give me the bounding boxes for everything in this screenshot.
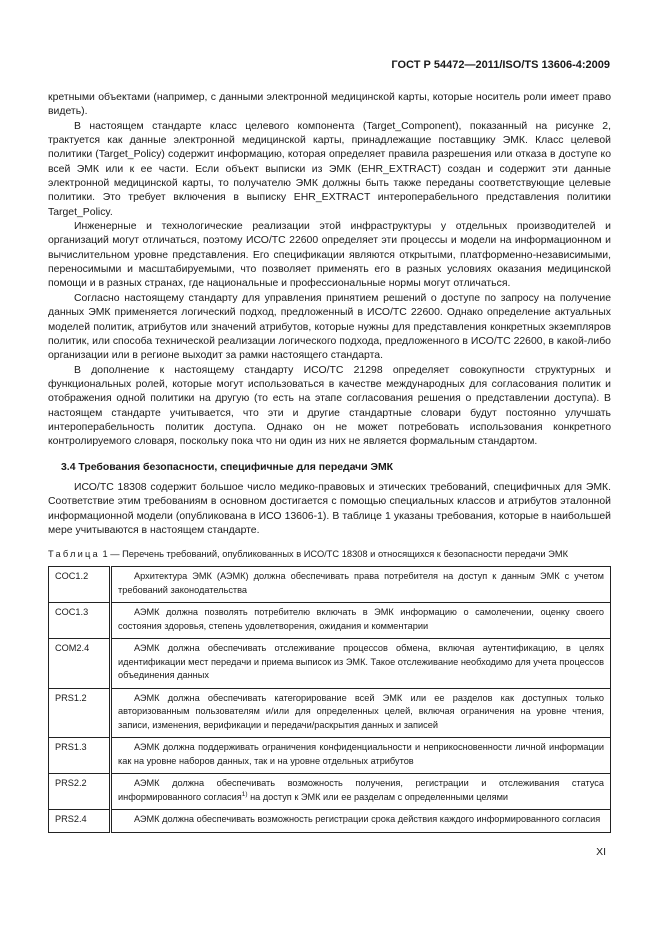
requirement-description	[111, 567, 611, 603]
footnote-ref: 1)	[241, 790, 248, 798]
table-row	[49, 738, 611, 774]
requirement-text: АЭМК должна обеспечивать возможность получения, регистрации и отслеживания статуса информированного согласия	[118, 778, 604, 802]
paragraph: В дополнение к настоящему стандарту ИСО/ТС 21298 определяет совокупности структурных и функциональных ролей, которые могут использоваться в качестве международных для согласования политик и отображения одной политики на другую (то есть на этапе согласования решения о представлении доступа). В настоящем стандарте учитывается, что эти и другие стандартные словари будут постоянно улучшать интероперабельность политик доступа. Однако он не может потребовать использования конкретного контролируемого словаря, поскольку пока что ни один из них не является формальным стандартом.	[48, 364, 611, 448]
requirement-text: АЭМК должна позволять потребителю включать в ЭМК информацию о самолечении, оценку своего состояния здоровья, степень удовлетворения, ожидания и комментарии	[118, 607, 604, 631]
requirement-description	[111, 738, 611, 774]
requirement-description	[111, 639, 611, 689]
table-caption-text: 1 — Перечень требований, опубликованных в ИСО/ТС 18308 и относящихся к безопасности передачи ЭМК	[99, 549, 569, 560]
requirement-description	[111, 603, 611, 639]
requirement-description	[111, 688, 611, 738]
table-row	[49, 774, 611, 810]
requirement-code: PRS2.2	[49, 774, 111, 810]
paragraph: ИСО/ТС 18308 содержит большое число медико-правовых и этических требований, специфичных для ЭМК. Соответствие этим требованиям в основном достигается с помощью специальных классов и атрибутов эталонной информационной модели (опубликована в ИСО 13606-1). В таблице 1 указаны требования, которые в наибольшей мере учитываются в настоящем стандарте.	[48, 481, 611, 536]
requirement-code: COC1.2	[49, 567, 111, 603]
paragraph: Инженерные и технологические реализации этой инфраструктуры у отдельных производителей и организаций могут отличаться, поэтому ИСО/ТС 22600 определяет эти процессы и модели на информационном и вычислительном уровне представления. Его спецификации являются открытыми, платформенно-независимыми, переносимыми и масштабируемыми, что позволяет применять его в разных условиях оказания медицинской помощи и в разных странах, где национальные и профессиональные нормы могут отличаться.	[48, 221, 611, 290]
table-row	[49, 639, 611, 689]
requirement-code: PRS1.2	[49, 688, 111, 738]
table-row	[49, 567, 611, 603]
requirement-code: COC1.3	[49, 603, 111, 639]
table-row	[49, 810, 611, 833]
requirement-description	[111, 810, 611, 833]
paragraph: кретными объектами (например, с данными электронной медицинской карты, которые носитель роли имеет право видеть).	[48, 92, 611, 118]
requirement-description	[111, 774, 611, 810]
requirement-text: АЭМК должна обеспечивать отслеживание процессов обмена, включая аутентификацию, в целях идентификации мест передачи и приема выписок из ЭМК. Такое отслеживание необходимо для учета процессов объединения данных	[118, 643, 604, 681]
requirement-code: COM2.4	[49, 639, 111, 689]
requirement-code: PRS1.3	[49, 738, 111, 774]
document-header: ГОСТ Р 54472—2011/ISO/TS 13606-4:2009	[391, 59, 610, 71]
paragraph: В настоящем стандарте класс целевого компонента (Target_Component), показанный на рисунке 2, трактуется как данные электронной медицинской карты, принадлежащие поставщику ЭМК. Класс целевой политики (Target_Policy) содержит информацию, которая определяет правила разрешения или отказа в доступе ко всей ЭМК или к ее части. Если объект выписки из ЭМК (EHR_EXTRACT) создан и содержит эти данные электронной медицинской карты, то получателю ЭМК должны быть также переданы соответствующие целевые политики. Это требует включения в выписку EHR_EXTRACT интероперабельного представления политики Target_Policy.	[48, 120, 611, 218]
table-caption-label: Таблица	[48, 549, 100, 560]
paragraph: Согласно настоящему стандарту для управления принятием решений о доступе по запросу на получение данных ЭМК применяется логический подход, предложенный в ИСО/ТС 22600. Однако определение актуальных моделей политик, атрибутов или значений атрибутов, которые нужны для представления конкретных экземпляров политик, или способа технической реализации логического подхода, предложенного в ИСО/ТС 22600, в какой-либо организации или в регионе выходит за рамки настоящего стандарта.	[48, 292, 611, 362]
requirement-text-cont: на доступ к ЭМК или ее разделам с определенными целями	[247, 791, 509, 802]
section-heading: 3.4 Требования безопасности, специфичные для передачи ЭМК	[61, 461, 394, 473]
requirement-text: АЭМК должна обеспечивать возможность регистрации срока действия каждого информированного согласия	[134, 814, 601, 825]
table-row	[49, 688, 611, 738]
table-row	[49, 603, 611, 639]
requirement-text: АЭМК должна обеспечивать категорирование всей ЭМК или ее разделов как доступных только авторизованным пользователям и/или для определенных целей, включая ограничения на уровне чтения, записи, изменения, верификации и передачи/раскрытия данных и записей	[118, 692, 604, 730]
requirement-code: PRS2.4	[49, 810, 111, 833]
requirement-text: АЭМК должна поддерживать ограничения конфиденциальности и неприкосновенности личной информации как на уровне наборов данных, так и на уровне отдельных атрибутов	[118, 742, 604, 766]
table-caption	[48, 548, 611, 560]
requirement-text: Архитектура ЭМК (АЭМК) должна обеспечивать права потребителя на доступ к данным ЭМК с учетом требований законодательства	[118, 571, 604, 595]
document-body	[48, 91, 611, 833]
requirements-table	[48, 566, 611, 833]
page-number: XI	[596, 846, 606, 858]
